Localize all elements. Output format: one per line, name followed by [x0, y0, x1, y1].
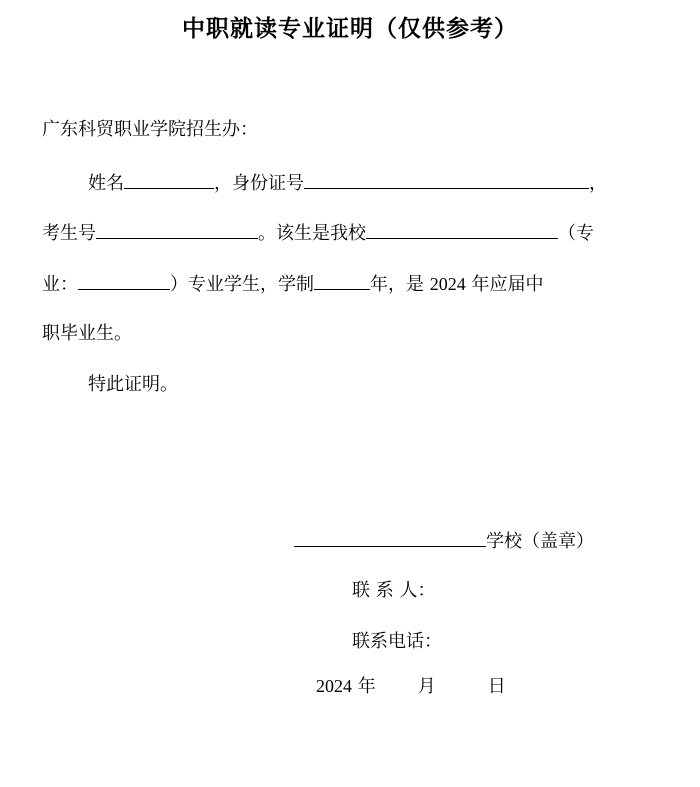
addressee: 广东科贸职业学院招生办：: [42, 119, 258, 140]
major-blank[interactable]: [78, 271, 170, 290]
date-month-unit: 月: [417, 676, 436, 697]
contact-phone-line: [352, 630, 442, 654]
date-line: [316, 674, 506, 699]
contact-person-line: [352, 579, 435, 603]
date-year-unit: 年: [357, 676, 376, 697]
graduate-line: [42, 322, 132, 346]
major-open: （专: [558, 223, 594, 244]
school-stamp-label: 学校（盖章）: [486, 531, 594, 552]
graduate-suffix: 职毕业生。: [42, 323, 132, 344]
contact-person-label: 联 系 人：: [352, 580, 436, 601]
exam-number-label: 考生号: [42, 223, 96, 244]
graduate-prefix: 年应届中: [471, 274, 544, 295]
date-day-unit: 日: [487, 676, 506, 697]
addressee-line: [42, 118, 258, 142]
document-title: 中职就读专业证明（仅供参考）: [182, 16, 518, 42]
name-id-line: [88, 170, 607, 196]
exam-number-blank[interactable]: [96, 220, 258, 239]
graduation-year: 2024: [429, 274, 466, 294]
exam-school-line: [42, 220, 594, 246]
id-number-blank[interactable]: [304, 170, 589, 189]
stamp-line: [294, 528, 594, 554]
duration-blank[interactable]: [314, 271, 370, 290]
major-line: [42, 271, 543, 297]
name-label: 姓名: [88, 173, 124, 194]
comma-end: ，: [589, 173, 607, 194]
school-name-blank[interactable]: [366, 220, 558, 239]
year-unit: 年，是: [370, 274, 424, 295]
school-label: 。该生是我校: [258, 223, 366, 244]
date-year: 2024: [316, 676, 352, 696]
school-stamp-blank[interactable]: [294, 528, 486, 547]
major-close: ）专业学生，学制: [170, 274, 314, 295]
closing-text: 特此证明。: [88, 374, 178, 395]
major-label: 业：: [42, 274, 78, 295]
closing-line: [88, 373, 178, 397]
name-blank[interactable]: [124, 170, 214, 189]
id-label: ，身份证号: [214, 173, 304, 194]
contact-phone-label: 联系电话：: [352, 631, 442, 652]
